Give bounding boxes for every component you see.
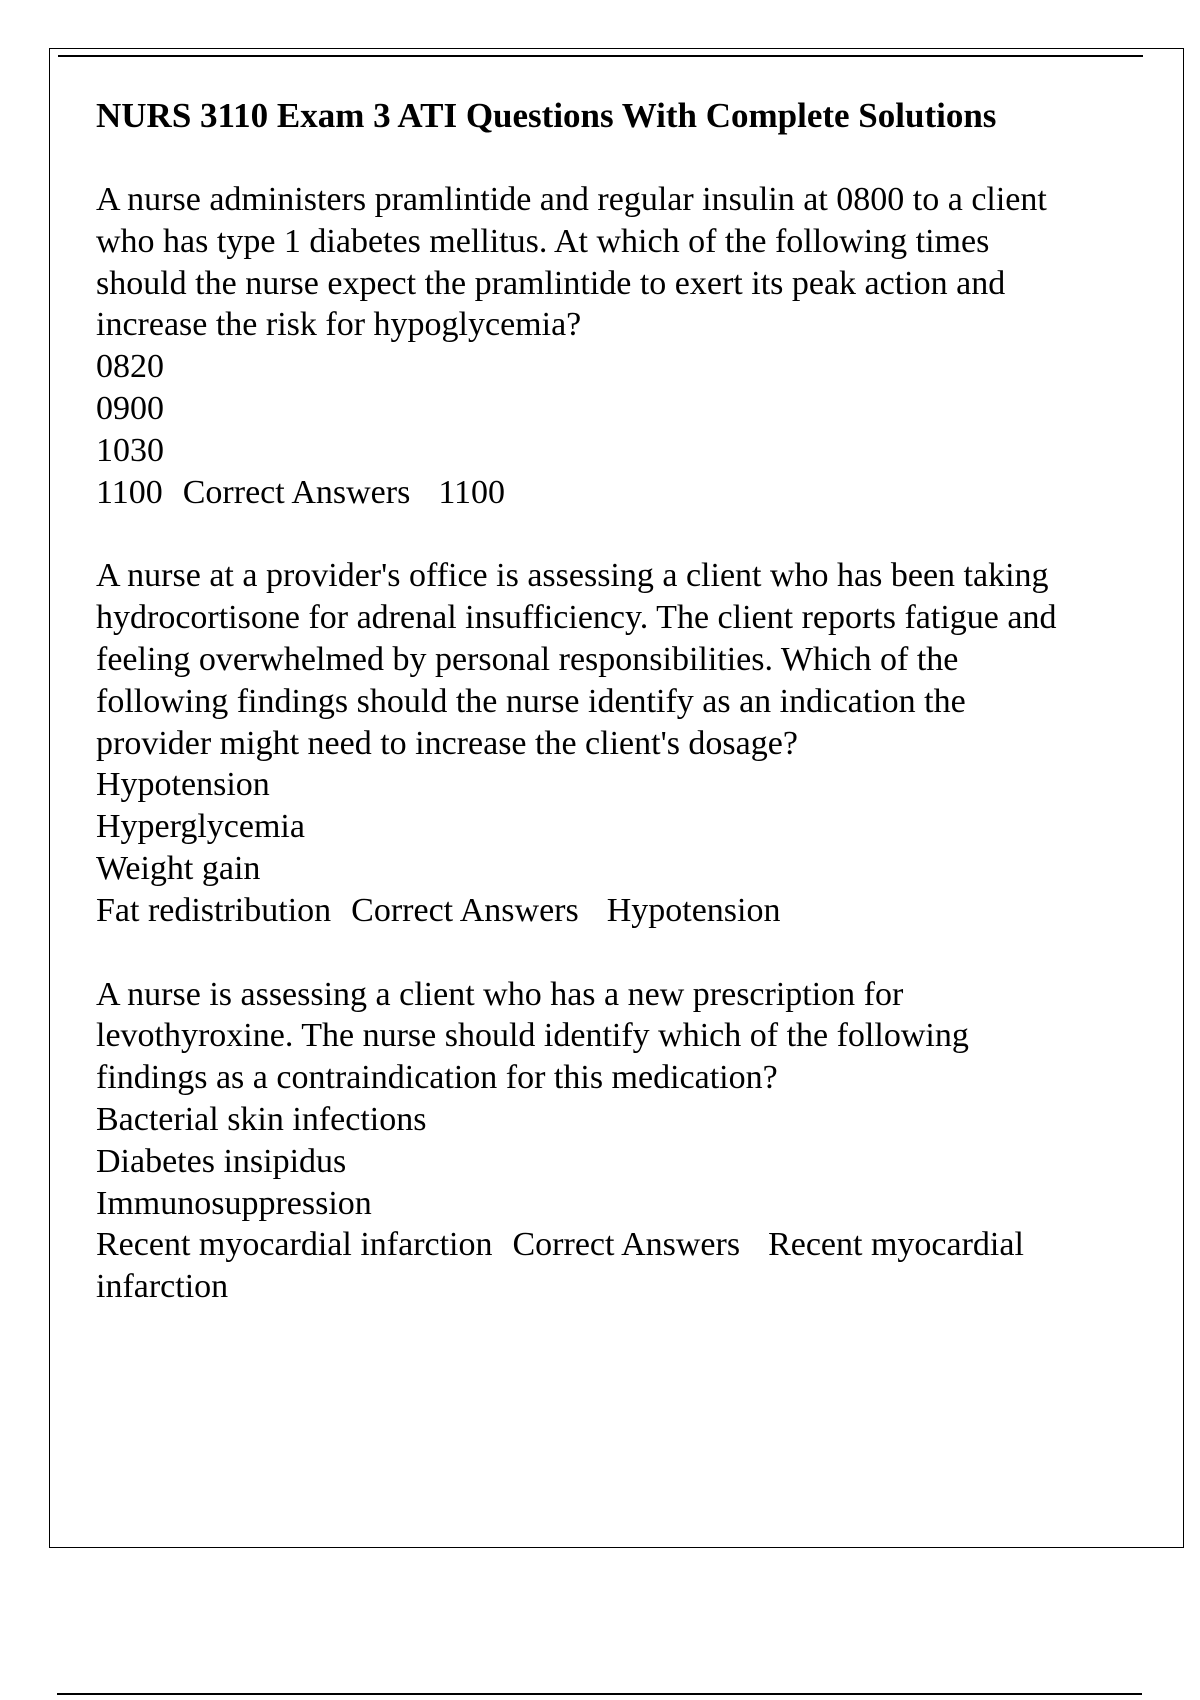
answer-option: Hyperglycemia <box>96 808 305 846</box>
correct-answer: Recent myocardial infarction <box>96 1226 1024 1306</box>
question-text: A nurse at a provider's office is assessing a client who has been taking hydrocortisone for adrenal insufficiency. The client reports fatigue and feeling overwhelmed by personal responsibilities. Which of the following findings should the nurse identify as an indication the provider might need to increase the client's dosage? <box>96 557 1057 762</box>
answer-option: Immunosuppression <box>96 1184 372 1222</box>
question-block-2 <box>96 555 1086 931</box>
answer-option: Weight gain <box>96 849 261 887</box>
correct-answer: Hypotension <box>606 891 781 929</box>
answer-line <box>96 472 1086 514</box>
top-rule <box>58 55 1143 57</box>
correct-answers-label: Correct Answers <box>512 1226 741 1264</box>
answer-option: 1030 <box>96 431 164 469</box>
answer-option: Diabetes insipidus <box>96 1142 347 1180</box>
answer-option: 1100 <box>96 473 163 511</box>
document-content <box>96 95 1086 1350</box>
answer-line <box>96 890 1086 932</box>
answer-option: Fat redistribution <box>96 891 332 929</box>
document-title: NURS 3110 Exam 3 ATI Questions With Complete Solutions <box>96 96 997 135</box>
correct-answers-label: Correct Answers <box>351 891 579 929</box>
correct-answers-label: Correct Answers <box>182 473 411 511</box>
answer-option: 0900 <box>96 389 164 427</box>
answer-option: 0820 <box>96 348 164 386</box>
answer-option: Hypotension <box>96 766 270 804</box>
correct-answer: 1100 <box>438 473 506 511</box>
answer-option: Bacterial skin infections <box>96 1100 427 1138</box>
answer-option: Recent myocardial infarction <box>96 1226 493 1264</box>
question-text: A nurse is assessing a client who has a new prescription for levothyroxine. The nurse should identify which of the following findings as a contraindication for this medication? <box>96 975 969 1097</box>
question-block-1 <box>96 179 1086 513</box>
question-block-3 <box>96 974 1086 1308</box>
bottom-rule <box>57 1693 1142 1695</box>
answer-line <box>96 1224 1086 1308</box>
question-text: A nurse administers pramlintide and regular insulin at 0800 to a client who has type 1 diabetes mellitus. At which of the following times should the nurse expect the pramlintide to exert its peak action and increase the risk for hypoglycemia? <box>96 181 1047 344</box>
